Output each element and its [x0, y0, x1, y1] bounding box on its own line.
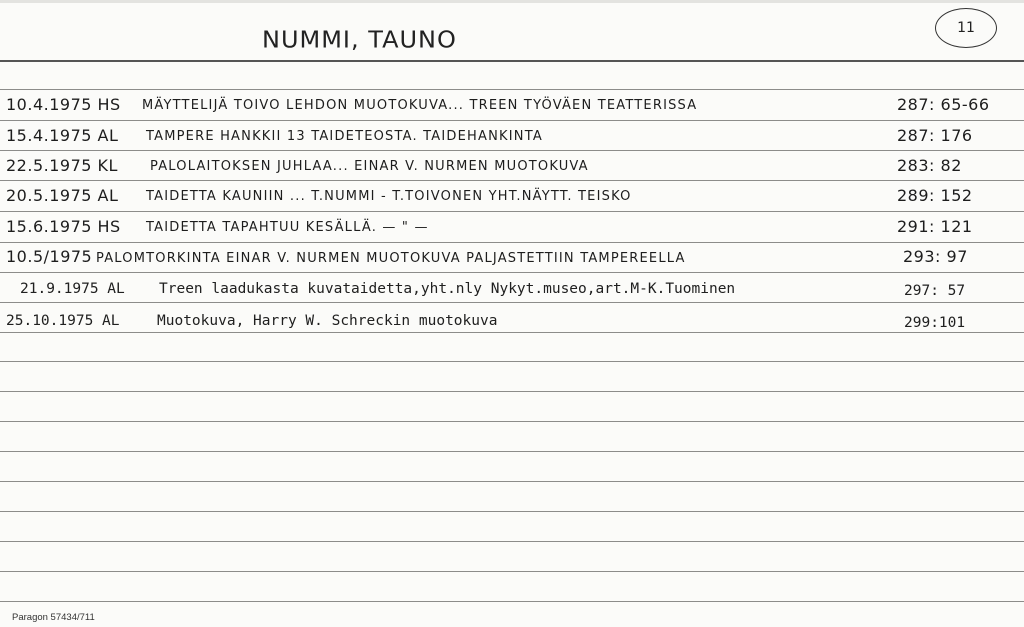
entry-text: Muotokuva, Harry W. Schreckin muotokuva	[157, 313, 498, 329]
entry-ref: 289: 152	[897, 186, 973, 205]
ruled-line	[0, 180, 1024, 181]
ruled-line	[0, 361, 1024, 362]
entry-date: 25.10.1975 AL	[6, 313, 120, 329]
entry-ref: 299:101	[904, 315, 966, 331]
entry-ref: 293: 97	[903, 247, 968, 266]
ruled-line	[0, 601, 1024, 602]
ruled-line	[0, 481, 1024, 482]
entry-date: 10.4.1975 HS	[6, 95, 121, 114]
entry-ref: 287: 65-66	[897, 95, 990, 114]
ruled-line	[0, 332, 1024, 333]
entry-date: 15.6.1975 HS	[6, 217, 121, 236]
card-title: NUMMI, TAUNO	[262, 26, 457, 54]
entry-text: Treen laadukasta kuvataidetta,yht.nly Nykyt.museo,art.M-K.Tuominen	[159, 281, 736, 297]
ruled-line	[0, 120, 1024, 121]
entry-date: 20.5.1975 AL	[6, 186, 119, 205]
entry-text: TAMPERE HANKKII 13 TAIDETEOSTA. TAIDEHANKINTA	[146, 129, 543, 144]
header-rule	[0, 60, 1024, 62]
entry-ref: 291: 121	[897, 217, 973, 236]
entry-date: 15.4.1975 AL	[6, 126, 119, 145]
ruled-line	[0, 571, 1024, 572]
ruled-line	[0, 511, 1024, 512]
entry-text: TAIDETTA TAPAHTUU KESÄLLÄ. — " —	[146, 220, 429, 235]
printer-mark: Paragon 57434/711	[12, 612, 95, 623]
entry-ref: 283: 82	[897, 156, 962, 175]
entry-date: 21.9.1975 AL	[20, 281, 125, 297]
ruled-line	[0, 272, 1024, 273]
ruled-line	[0, 541, 1024, 542]
card-number-circle	[935, 8, 997, 48]
ruled-line	[0, 451, 1024, 452]
ruled-line	[0, 421, 1024, 422]
ruled-line	[0, 211, 1024, 212]
card-number: 11	[957, 20, 975, 36]
card-top-edge	[0, 0, 1024, 3]
entry-text: PALOMTORKINTA EINAR V. NURMEN MUOTOKUVA PALJASTETTIIN TAMPEREELLA	[96, 251, 686, 266]
ruled-line	[0, 302, 1024, 303]
ruled-line	[0, 150, 1024, 151]
entry-ref: 297: 57	[904, 283, 966, 299]
ruled-line	[0, 391, 1024, 392]
entry-date: 10.5/1975	[6, 247, 93, 266]
entry-text: PALOLAITOKSEN JUHLAA... EINAR V. NURMEN MUOTOKUVA	[150, 159, 589, 174]
entry-text: MÄYTTELIJÄ TOIVO LEHDON MUOTOKUVA... TREEN TYÖVÄEN TEATTERISSA	[142, 98, 698, 113]
entry-date: 22.5.1975 KL	[6, 156, 118, 175]
entry-text: TAIDETTA KAUNIIN ... T.NUMMI - T.TOIVONEN YHT.NÄYTT. TEISKO	[146, 189, 632, 204]
ruled-line	[0, 242, 1024, 243]
ruled-line	[0, 89, 1024, 90]
entry-ref: 287: 176	[897, 126, 973, 145]
